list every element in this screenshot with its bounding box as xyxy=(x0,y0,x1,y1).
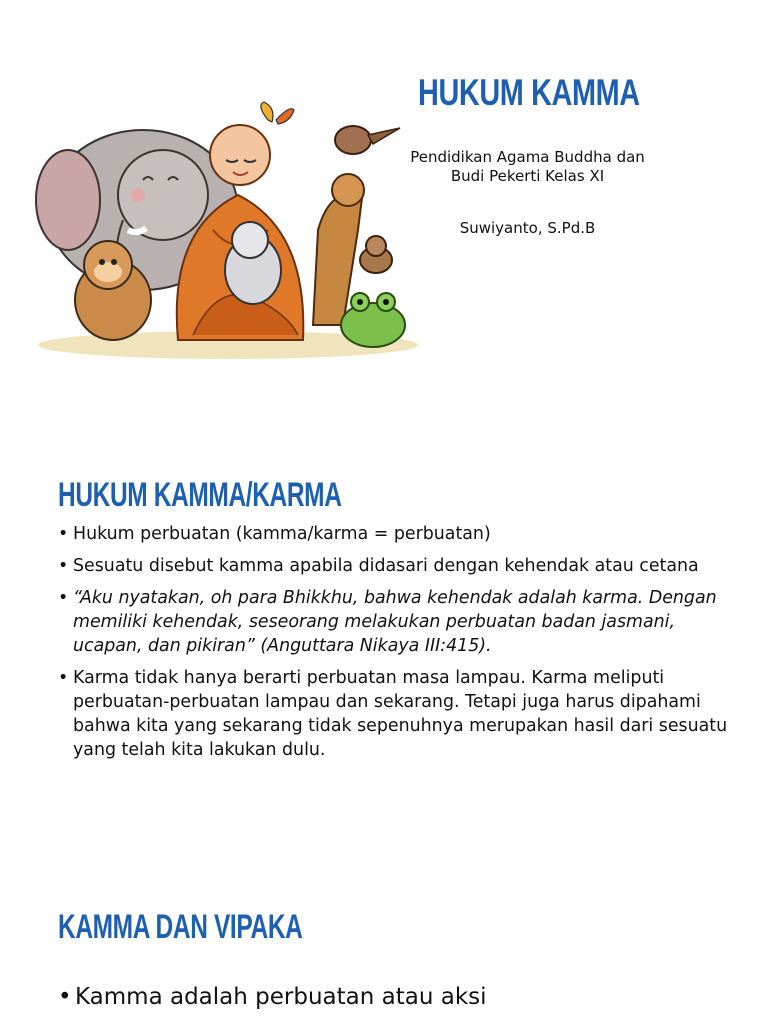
frog-figure xyxy=(341,293,405,347)
section-title: HUKUM KAMMA/KARMA xyxy=(58,476,342,514)
bullet-list xyxy=(58,982,738,1020)
content-slide-kamma-vipaka xyxy=(0,870,768,1024)
bird-right-figure xyxy=(360,236,392,273)
bullet-item: • Kamma adalah perbuatan atau aksi xyxy=(58,982,738,1012)
content-slide-hukum-kamma xyxy=(0,440,768,840)
monk-with-animals-illustration xyxy=(28,100,433,370)
bullet-item: • Hukum perbuatan (kamma/karma = perbuatan) xyxy=(58,522,738,546)
slide-title: HUKUM KAMMA xyxy=(418,72,640,113)
subtitle-line: Pendidikan Agama Buddha dan xyxy=(410,148,645,166)
bullet-item-quote: • “Aku nyatakan, oh para Bhikkhu, bahwa kehendak adalah karma. Dengan memiliki kehendak, seseorang melakukan perbuatan badan jasmani, ucapan, dan pikiran” (Anguttara Nikaya III:415). xyxy=(58,586,738,658)
slide-subtitle xyxy=(400,148,655,186)
section-title: KAMMA DAN VIPAKA xyxy=(58,908,303,946)
subtitle-line: Budi Pekerti Kelas XI xyxy=(450,167,605,185)
butterfly-figure xyxy=(261,102,294,124)
bird-top-figure xyxy=(335,126,400,154)
title-slide xyxy=(0,0,768,420)
bullet-item: • Karma tidak hanya berarti perbuatan masa lampau. Karma meliputi perbuatan-perbuatan lampau dan sekarang. Tetapi juga harus dipahami bahwa kita yang sekarang tidak sepenuhnya merupakan hasil dari sesuatu yang telah kita lakukan dulu. xyxy=(58,666,738,762)
bullet-list xyxy=(58,522,738,770)
author-name: Suwiyanto, S.Pd.B xyxy=(459,219,596,237)
bullet-item: • Sesuatu disebut kamma apabila didasari dengan kehendak atau cetana xyxy=(58,554,738,578)
